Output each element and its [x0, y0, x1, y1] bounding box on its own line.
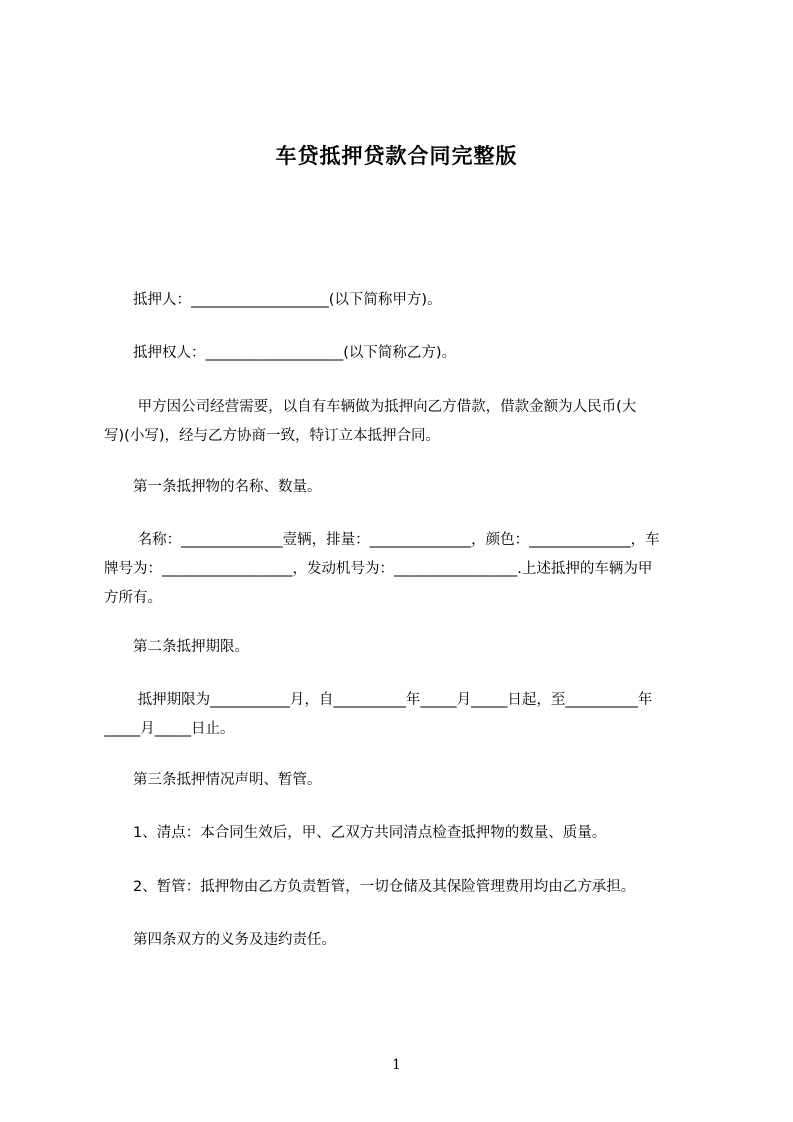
paragraph-vehicle-details: [104, 526, 704, 613]
text-line: 2、暂管：抵押物由乙方负责暂管，一切仓储及其保险管理费用均由乙方承担。: [104, 879, 636, 895]
text-line: 第四条双方的义务及违约责任。: [104, 932, 336, 948]
paragraph-preamble: [104, 393, 704, 451]
paragraph-custody: [104, 873, 704, 902]
text-line: 甲方因公司经营需要，以自有车辆做为抵押向乙方借款，借款金额为人民币(大: [104, 399, 637, 415]
text-line: 抵押期限为___________月，自__________年_____月_____日起，至__________年: [104, 692, 653, 708]
text-line: _____月_____日止。: [104, 721, 235, 737]
text-line: 方所有。: [104, 590, 162, 606]
text-line: 抵押权人：___________________(以下简称乙方)。: [104, 345, 457, 361]
article-1-heading: [104, 473, 704, 502]
article-2-heading: [104, 633, 704, 662]
text-line: 名称：______________壹辆，排量：______________，颜色：______________，车: [104, 532, 660, 548]
paragraph-mortgage-period: [104, 686, 704, 744]
article-4-heading: [104, 926, 704, 955]
text-line: 1、清点：本合同生效后，甲、乙双方共同清点检查抵押物的数量、质量。: [104, 825, 607, 841]
text-line: 写)(小写)，经与乙方协商一致，特订立本抵押合同。: [104, 428, 440, 444]
page-number: 1: [392, 1057, 401, 1073]
text-line: 第一条抵押物的名称、数量。: [104, 479, 322, 495]
paragraph-mortgagor: [104, 286, 704, 315]
text-line: 第三条抵押情况声明、暂管。: [104, 772, 322, 788]
paragraph-inventory: [104, 819, 704, 848]
article-3-heading: [104, 766, 704, 795]
text-line: 牌号为：__________________，发动机号为：_________________.上述抵押的车辆为甲: [104, 561, 653, 577]
text-line: 第二条抵押期限。: [104, 639, 249, 655]
paragraph-mortgagee: [104, 339, 704, 368]
document-title: 车贷抵押贷款合同完整版: [275, 144, 518, 168]
text-line: 抵押人：___________________(以下简称甲方)。: [104, 292, 442, 308]
